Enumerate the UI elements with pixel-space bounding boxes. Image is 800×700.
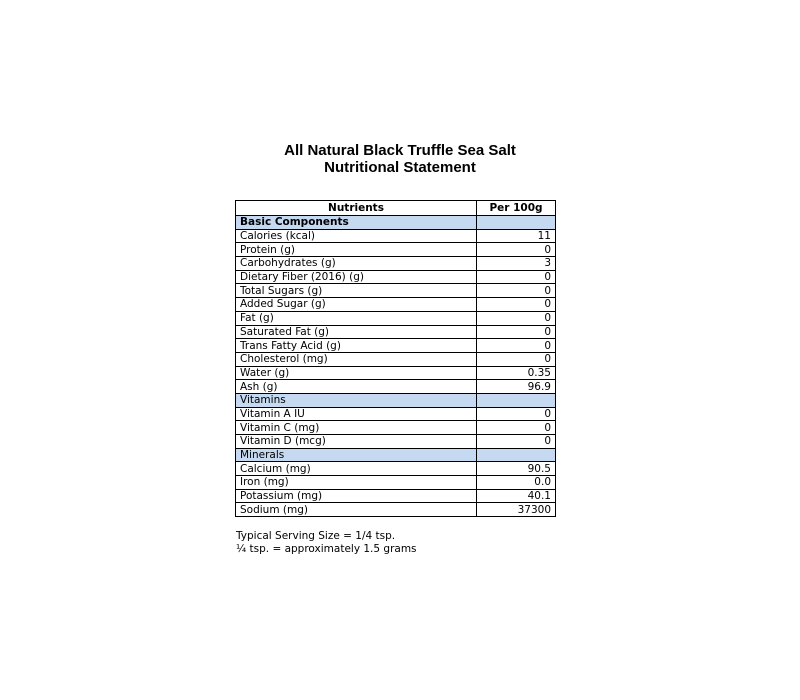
nutrient-value: 0: [477, 421, 556, 435]
table-row: [236, 257, 556, 271]
nutrient-value: 0: [477, 352, 556, 366]
table-header-row: [236, 201, 556, 216]
nutrient-value: 11: [477, 229, 556, 243]
header-per-100g: Per 100g: [477, 201, 556, 216]
nutrient-value: 0.35: [477, 366, 556, 380]
nutrient-name: Added Sugar (g): [236, 298, 477, 312]
table-row: [236, 489, 556, 503]
table-row: [236, 380, 556, 394]
table-row: [236, 366, 556, 380]
nutrient-value: 96.9: [477, 380, 556, 394]
nutrient-value: 0: [477, 325, 556, 339]
nutrient-value: 0: [477, 298, 556, 312]
nutrient-name: Calories (kcal): [236, 229, 477, 243]
nutrient-name: Water (g): [236, 366, 477, 380]
section-row: [236, 448, 556, 462]
section-row: [236, 216, 556, 230]
nutrient-value: 3: [477, 257, 556, 271]
title-line-2: Nutritional Statement: [324, 159, 476, 176]
nutrient-name: Carbohydrates (g): [236, 257, 477, 271]
nutrient-name: Total Sugars (g): [236, 284, 477, 298]
nutrient-name: Iron (mg): [236, 476, 477, 490]
table-row: [236, 284, 556, 298]
nutrient-name: Potassium (mg): [236, 489, 477, 503]
nutrient-name: Protein (g): [236, 243, 477, 257]
nutrient-value: 0: [477, 435, 556, 449]
nutrient-name: Ash (g): [236, 380, 477, 394]
table-row: [236, 352, 556, 366]
table-row: [236, 339, 556, 353]
section-label: Minerals: [236, 448, 477, 462]
nutrient-value: 0: [477, 339, 556, 353]
table-row: [236, 476, 556, 490]
section-row: [236, 393, 556, 407]
nutrient-name: Vitamin C (mg): [236, 421, 477, 435]
section-label: Vitamins: [236, 393, 477, 407]
table-body: [236, 216, 556, 517]
table-row: [236, 407, 556, 421]
header-nutrients: Nutrients: [236, 201, 477, 216]
nutrient-value: 0: [477, 311, 556, 325]
section-value-cell: [477, 216, 556, 230]
nutrient-name: Vitamin A IU: [236, 407, 477, 421]
table-row: [236, 435, 556, 449]
nutrient-name: Sodium (mg): [236, 503, 477, 517]
nutrient-value: 0: [477, 284, 556, 298]
nutrient-value: 0: [477, 407, 556, 421]
table-row: [236, 421, 556, 435]
table-row: [236, 298, 556, 312]
table-row: [236, 503, 556, 517]
nutrient-name: Calcium (mg): [236, 462, 477, 476]
nutrient-value: 0: [477, 270, 556, 284]
nutrition-table: [235, 200, 556, 517]
nutrient-value: 0.0: [477, 476, 556, 490]
table-row: [236, 311, 556, 325]
nutrient-value: 90.5: [477, 462, 556, 476]
section-value-cell: [477, 393, 556, 407]
nutrient-value: 0: [477, 243, 556, 257]
table-row: [236, 229, 556, 243]
title-line-1: All Natural Black Truffle Sea Salt: [284, 142, 516, 159]
nutrient-name: Trans Fatty Acid (g): [236, 339, 477, 353]
nutrient-name: Cholesterol (mg): [236, 352, 477, 366]
table-row: [236, 325, 556, 339]
nutrient-value: 37300: [477, 503, 556, 517]
nutrient-name: Dietary Fiber (2016) (g): [236, 270, 477, 284]
nutrient-value: 40.1: [477, 489, 556, 503]
table-row: [236, 462, 556, 476]
nutrient-name: Saturated Fat (g): [236, 325, 477, 339]
nutrient-name: Fat (g): [236, 311, 477, 325]
footnotes: [236, 530, 417, 556]
table-row: [236, 270, 556, 284]
section-value-cell: [477, 448, 556, 462]
serving-weight-note: ¼ tsp. = approximately 1.5 grams: [236, 543, 417, 555]
nutrient-name: Vitamin D (mcg): [236, 435, 477, 449]
section-label: Basic Components: [236, 216, 477, 230]
table-row: [236, 243, 556, 257]
serving-size-note: Typical Serving Size = 1/4 tsp.: [236, 530, 396, 542]
